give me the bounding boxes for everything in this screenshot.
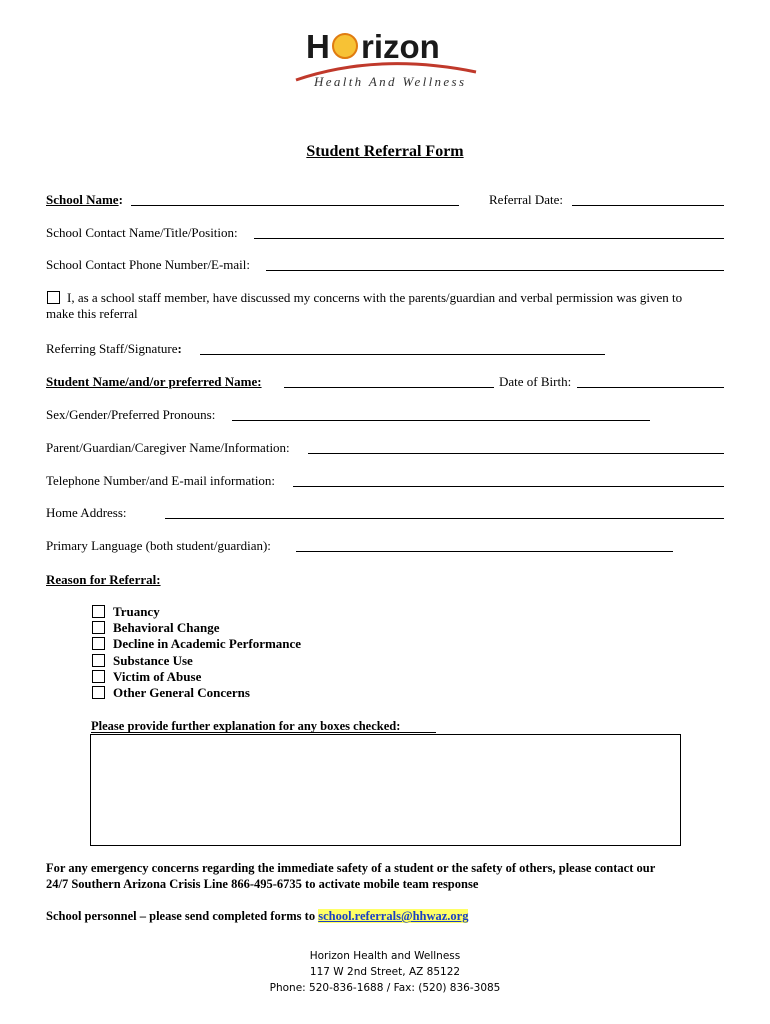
contact-name-label: School Contact Name/Title/Position: (46, 225, 238, 240)
parent-field[interactable] (308, 453, 724, 454)
pronouns-label: Sex/Gender/Preferred Pronouns: (46, 407, 216, 422)
dob-label: Date of Birth: (499, 374, 572, 389)
referring-staff-label-text: Referring Staff/Signature (46, 341, 178, 356)
consent-text-line-1: I, as a school staff member, have discussed my concerns with the parents/guardian and verbal permission was given to (67, 290, 683, 305)
consent-text-line-2: make this referral (46, 306, 138, 321)
reason-behavioral-change: Behavioral Change (113, 620, 220, 635)
send-forms-text: School personnel – please send completed forms to (46, 909, 319, 923)
school-name-colon: : (118, 192, 123, 207)
school-name-field[interactable] (131, 205, 459, 206)
referring-staff-label (46, 341, 182, 357)
student-name-field[interactable] (284, 387, 494, 388)
telephone-label: Telephone Number/and E-mail information: (46, 473, 276, 488)
referring-staff-colon: : (177, 341, 182, 356)
home-address-label: Home Address: (46, 505, 127, 520)
reason-substance-use: Substance Use (113, 653, 193, 668)
referral-date-label: Referral Date: (489, 192, 563, 207)
home-address-field[interactable] (165, 518, 724, 519)
other-concerns-checkbox[interactable] (92, 686, 105, 699)
parent-label: Parent/Guardian/Caregiver Name/Information: (46, 440, 290, 455)
telephone-field[interactable] (293, 486, 724, 487)
contact-name-field[interactable] (254, 238, 724, 239)
emergency-line-2: 24/7 Southern Arizona Crisis Line 866-495-6735 to activate mobile team response (46, 877, 479, 891)
school-name-label-text: School Name (46, 192, 119, 207)
svg-text:Health And Wellness: Health And Wellness (314, 74, 464, 89)
referring-staff-field[interactable] (200, 354, 605, 355)
dob-field[interactable] (577, 387, 724, 388)
explanation-label-underline (91, 732, 436, 733)
emergency-line-1: For any emergency concerns regarding the immediate safety of a student or the safety of others, please contact our (46, 861, 656, 875)
reason-heading: Reason for Referral: (46, 572, 161, 587)
academic-decline-checkbox[interactable] (92, 637, 105, 650)
school-name-label (46, 192, 123, 208)
substance-use-checkbox[interactable] (92, 654, 105, 667)
referral-email-link[interactable]: school.referrals@hhwaz.org (318, 909, 469, 923)
send-forms-line (46, 909, 468, 924)
form-title: Student Referral Form (306, 143, 464, 160)
contact-phone-label: School Contact Phone Number/E-mail: (46, 257, 250, 272)
reason-academic-decline: Decline in Academic Performance (113, 636, 302, 651)
language-label: Primary Language (both student/guardian): (46, 538, 271, 553)
consent-checkbox[interactable] (47, 291, 60, 304)
behavioral-change-checkbox[interactable] (92, 621, 105, 634)
student-name-label: Student Name/and/or preferred Name: (46, 374, 262, 389)
footer-address: 117 W 2nd Street, AZ 85122 (309, 966, 461, 978)
reason-truancy: Truancy (113, 604, 160, 619)
truancy-checkbox[interactable] (92, 605, 105, 618)
reason-other-concerns: Other General Concerns (113, 685, 250, 700)
contact-phone-field[interactable] (266, 270, 724, 271)
svg-text:H: H (306, 28, 330, 65)
explanation-label: Please provide further explanation for any boxes checked: (91, 719, 401, 733)
pronouns-field[interactable] (232, 420, 650, 421)
language-field[interactable] (296, 551, 673, 552)
horizon-logo (288, 22, 483, 94)
footer-org: Horizon Health and Wellness (309, 950, 461, 962)
explanation-textbox[interactable] (90, 734, 681, 846)
reason-victim-of-abuse: Victim of Abuse (113, 669, 202, 684)
referral-date-field[interactable] (572, 205, 724, 206)
svg-text:rizon: rizon (361, 28, 440, 65)
footer-phone-fax: Phone: 520-836-1688 / Fax: (520) 836-3085 (269, 982, 501, 994)
victim-of-abuse-checkbox[interactable] (92, 670, 105, 683)
